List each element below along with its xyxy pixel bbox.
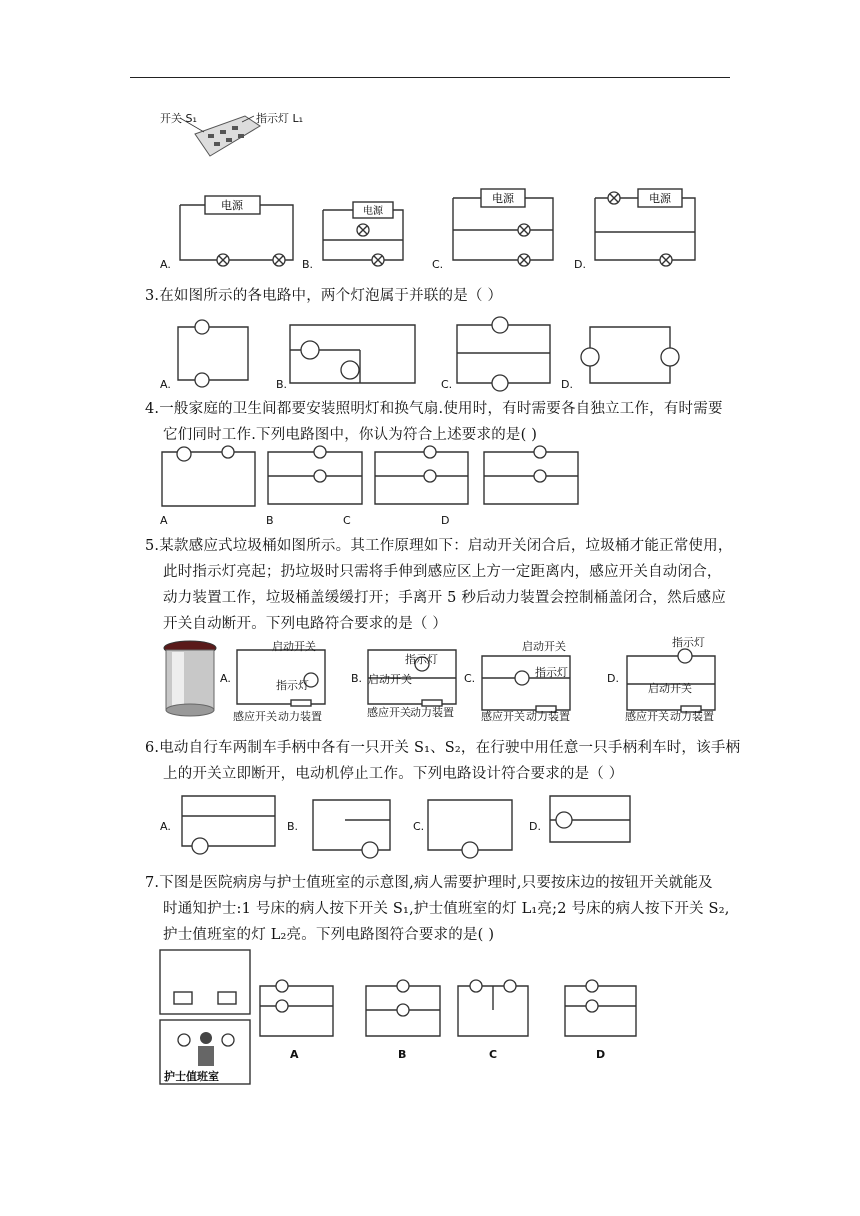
- q5-b-sensor-switch: 感应开关: [367, 706, 411, 719]
- q2-lamp-label: 指示灯 L₁: [256, 112, 304, 125]
- q7-option-a: A: [290, 1048, 299, 1061]
- q3-option-c: C.: [441, 378, 453, 391]
- q7-circuits: [258, 978, 638, 1048]
- q5-option-a: A.: [220, 672, 231, 685]
- q5-c-indicator: 指示灯: [535, 666, 568, 679]
- q2-c-power: 电源: [492, 192, 514, 205]
- q6-stem: 6.电动自行车两制车手柄中各有一只开关 S₁、S₂，在行驶中用任意一只手柄利车时，该手柄 上的开关立即断开，电动机停止工作。下列电路设计符合要求的是（ ）: [145, 740, 741, 782]
- q2-option-b: B.: [302, 258, 314, 271]
- header-rule: [130, 77, 730, 78]
- q3-option-b: B.: [276, 378, 288, 391]
- q2-option-c: C.: [432, 258, 444, 271]
- q5-c-sensor-switch: 感应开关: [481, 710, 525, 723]
- q6-option-c: C.: [413, 820, 425, 833]
- q3-stem: 3.在如图所示的各电路中，两个灯泡属于并联的是（ ）: [145, 288, 503, 304]
- q2-circuit-c: [448, 186, 558, 270]
- q7-option-c: C: [489, 1048, 498, 1061]
- q7-option-b: B: [398, 1048, 407, 1061]
- q5-c-motor: 动力装置: [526, 710, 570, 723]
- q3-option-d: D.: [561, 378, 573, 391]
- q2-option-a: A.: [160, 258, 171, 271]
- q4-option-a: A: [160, 514, 168, 527]
- q4-stem: 4.一般家庭的卫生间都要安装照明灯和换气扇.使用时，有时需要各自独立工作，有时需要 它们同时工作.下列电路图中，你认为符合上述要求的是( ): [145, 401, 723, 443]
- q5-option-d: D.: [607, 672, 619, 685]
- q5-b-motor: 动力装置: [410, 706, 454, 719]
- q2-d-power: 电源: [649, 192, 671, 205]
- q5-a-start-switch: 启动开关: [272, 640, 316, 653]
- q5-b-start-switch: 启动开关: [368, 673, 412, 686]
- q7-nurse-room-label: 护士值班室: [164, 1070, 219, 1083]
- q2-circuit-b: [318, 190, 408, 270]
- q4-circuits: [160, 444, 580, 512]
- q6-option-b: B.: [287, 820, 299, 833]
- q4-option-d: D: [441, 514, 450, 527]
- q7-option-d: D: [596, 1048, 606, 1061]
- q3-circuits: [160, 305, 690, 390]
- q2-circuit-d: [590, 182, 700, 270]
- q2-option-d: D.: [574, 258, 586, 271]
- q5-d-indicator: 指示灯: [672, 636, 705, 649]
- q7-stem: 7.下图是医院病房与护士值班室的示意图,病人需要护理时,只要按床边的按钮开关就能及 时通知护士:1 号床的病人按下开关 S₁,护士值班室的灯 L₁亮;2 号床的病人按下开关 S₂, 护士值班室的灯 L₂亮。下列电路图符合要求的是( ): [145, 875, 730, 943]
- q5-d-start-switch: 启动开关: [648, 682, 692, 695]
- q2-switch-label: 开关 S₁: [160, 112, 197, 125]
- q5-d-motor: 动力装置: [670, 710, 714, 723]
- q5-trash-can-photo: [162, 640, 218, 718]
- q5-option-c: C.: [464, 672, 476, 685]
- q2-circuit-a: [175, 190, 300, 270]
- q5-stem: 5.某款感应式垃圾桶如图所示。其工作原理如下：启动开关闭合后，垃圾桶才能正常使用， 此时指示灯亮起；扔垃圾时只需将手伸到感应区上方一定距离内，感应开关自动闭合， 动力装置工作，垃圾桶盖缓缓打开；手离开 5 秒后动力装置会控制桶盖闭合，然后感应 开关自动断开。下列电路符合要求的是（ ）: [145, 538, 733, 632]
- q5-b-indicator: 指示灯: [405, 653, 438, 666]
- q5-a-indicator: 指示灯: [276, 679, 309, 692]
- q3-option-a: A.: [160, 378, 171, 391]
- q5-option-b: B.: [351, 672, 363, 685]
- q7-ward-diagram: [158, 948, 253, 1088]
- q2-b-power: 电源: [363, 206, 383, 217]
- q5-a-motor: 动力装置: [278, 710, 322, 723]
- q6-circuits: [160, 790, 630, 860]
- q5-d-sensor-switch: 感应开关: [625, 710, 669, 723]
- q2-a-power: 电源: [221, 199, 243, 212]
- q4-option-b: B: [266, 514, 274, 527]
- q5-c-start-switch: 启动开关: [522, 640, 566, 653]
- q4-option-c: C: [343, 514, 351, 527]
- q5-a-sensor-switch: 感应开关: [233, 710, 277, 723]
- q6-option-d: D.: [529, 820, 541, 833]
- q6-option-a: A.: [160, 820, 171, 833]
